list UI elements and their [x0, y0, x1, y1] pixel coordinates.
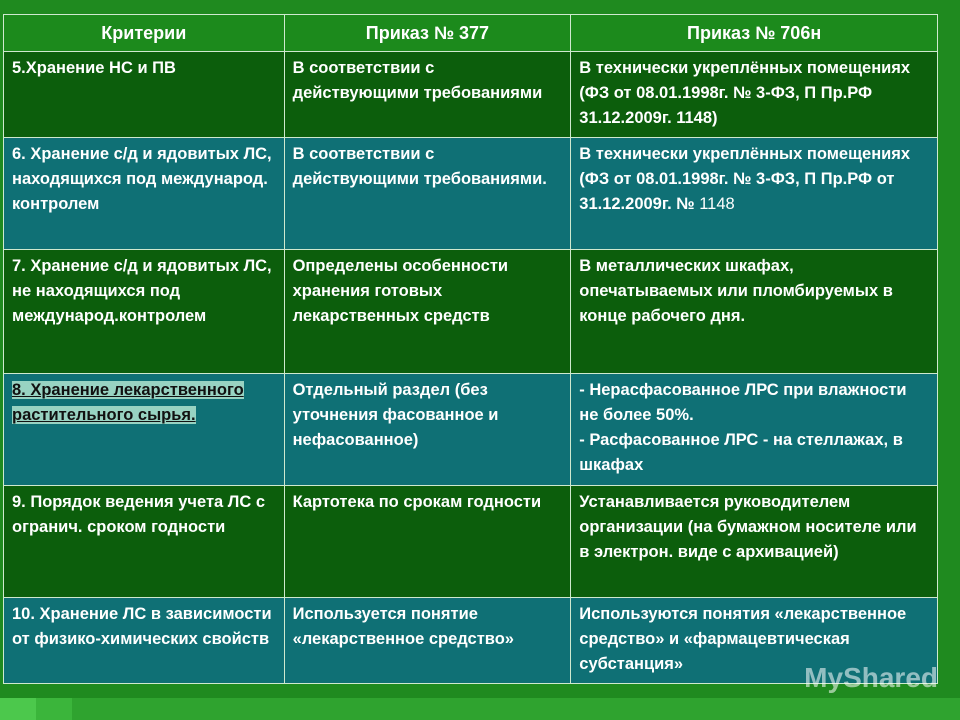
bottom-stripe-accent-2	[36, 698, 72, 720]
comparison-table	[3, 14, 938, 684]
watermark-logo: MyShared	[804, 662, 938, 693]
table-row	[4, 374, 938, 486]
row-8-order-377: Отдельный раздел (без уточнения фасованное и нефасованное)	[284, 374, 571, 486]
row-9-criteria: 9. Порядок ведения учета ЛС с огранич. сроком годности	[4, 486, 285, 598]
row-8-criteria	[4, 374, 285, 486]
bottom-stripe-accent-1	[0, 698, 36, 720]
row-7-criteria: 7. Хранение с/д и ядовитых ЛС, не находящихся под международ.контролем	[4, 250, 285, 374]
row-8-order-706n-line-1: - Нерасфасованное ЛРС при влажности не более 50%.	[579, 381, 907, 424]
row-6-criteria: 6. Хранение с/д и ядовитых ЛС, находящихся под международ. контролем	[4, 138, 285, 250]
row-6-order-706n	[571, 138, 938, 250]
row-10-order-377: Используется понятие «лекарственное средство»	[284, 598, 571, 684]
row-9-order-706n: Устанавливается руководителем организации (на бумажном носителе или в электрон. виде с архивацией)	[571, 486, 938, 598]
header-order-377: Приказ № 377	[284, 15, 571, 52]
row-9-order-377: Картотека по срокам годности	[284, 486, 571, 598]
table-row	[4, 138, 938, 250]
table-header-row	[4, 15, 938, 52]
table-row	[4, 486, 938, 598]
row-5-order-377: В соответствии с действующими требованиями	[284, 52, 571, 138]
row-7-order-706n: В металлических шкафах, опечатываемых или пломбируемых в конце рабочего дня.	[571, 250, 938, 374]
table-row	[4, 52, 938, 138]
header-order-706n: Приказ № 706н	[571, 15, 938, 52]
row-10-criteria: 10. Хранение ЛС в зависимости от физико-химических свойств	[4, 598, 285, 684]
row-6-order-706n-text: В технически укреплённых помещениях (ФЗ от 08.01.1998г. № 3-ФЗ, П Пр.РФ от 31.12.2009г. №	[579, 145, 911, 213]
bottom-stripe	[0, 698, 960, 720]
row-7-order-377: Определены особенности хранения готовых лекарственных средств	[284, 250, 571, 374]
row-6-order-706n-number: 1148	[699, 195, 735, 213]
row-10-order-706n: Используются понятия «лекарственное средство» и «фармацевтическая субстанция»	[571, 598, 938, 684]
row-5-criteria: 5.Хранение НС и ПВ	[4, 52, 285, 138]
table-row	[4, 598, 938, 684]
row-8-order-706n	[571, 374, 938, 486]
header-criteria: Критерии	[4, 15, 285, 52]
table-row	[4, 250, 938, 374]
row-8-criteria-highlight: 8. Хранение лекарственного растительного сырья.	[12, 381, 244, 424]
row-8-order-706n-line-2: - Расфасованное ЛРС - на стеллажах, в шкафах	[579, 431, 903, 474]
row-5-order-706n: В технически укреплённых помещениях (ФЗ от 08.01.1998г. № 3-ФЗ, П Пр.РФ 31.12.2009г. 1148)	[571, 52, 938, 138]
row-6-order-377: В соответствии с действующими требованиями.	[284, 138, 571, 250]
